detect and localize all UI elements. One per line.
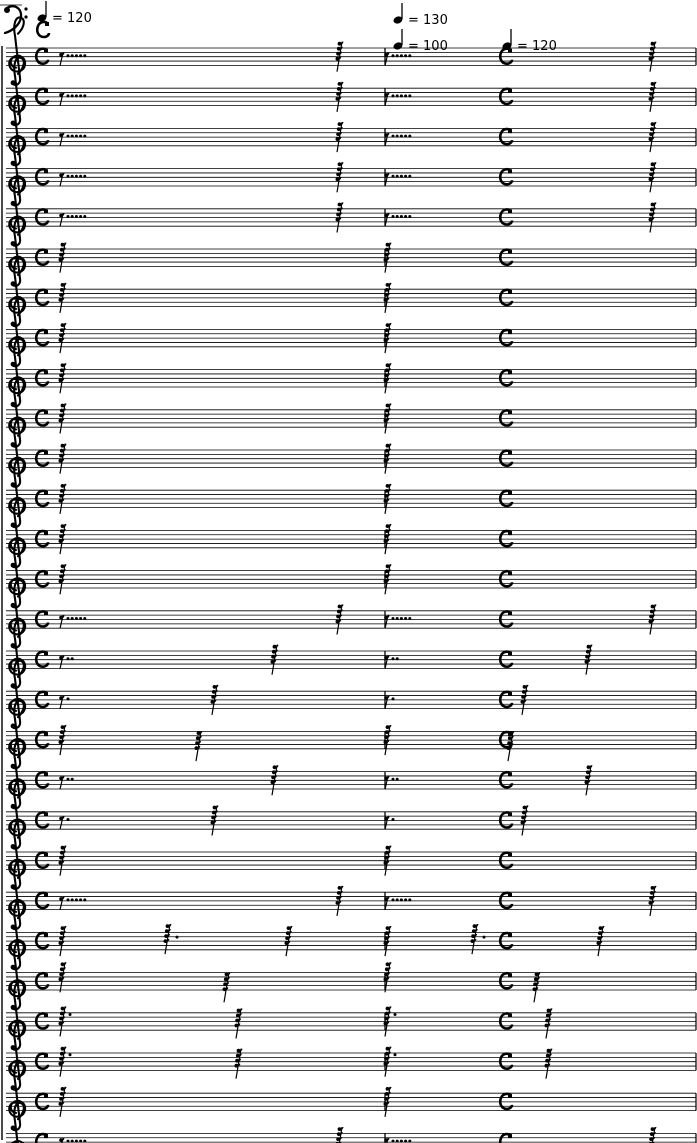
rest [59,173,64,186]
rest-dot [392,818,395,821]
rest-dot [67,135,70,138]
rest [59,897,64,910]
rest-dot [67,54,70,57]
staff-16 [6,620,696,688]
staff-15 [6,580,696,648]
tempo-mark-2 [393,3,448,28]
rest-dot [71,215,74,218]
rest-dot [400,1140,403,1143]
rest-dot [79,1140,82,1143]
rest-dot [67,215,70,218]
rest-dot [408,898,411,901]
rest-dot [392,54,395,57]
rest-dot [396,94,399,97]
rest-dot [75,54,78,57]
rest-dot [408,175,411,178]
staff-26 [6,1022,696,1090]
rest [336,1127,344,1143]
rest-dot [79,94,82,97]
rest-dot [396,778,399,781]
rest-dot [69,1013,72,1016]
staff-6 [6,218,696,286]
staff-11 [6,419,696,487]
rest-dot [400,54,403,57]
rest-dot [392,898,395,901]
rest-dot [75,617,78,620]
rest-dot [67,617,70,620]
staff-5 [6,178,696,246]
rest-dot [79,215,82,218]
staff-10 [6,379,696,447]
rest-dot [83,617,86,620]
rest-dot [79,617,82,620]
staff-17 [6,661,696,729]
rest-dot [79,54,82,57]
rest-dot [404,94,407,97]
staff-1 [6,17,696,85]
rest-dot [79,175,82,178]
rest-dot [396,215,399,218]
staff-19 [6,741,696,809]
rest-dot [71,175,74,178]
rest-dot [71,657,74,660]
rest-dot [396,175,399,178]
staff-25 [6,982,696,1050]
rest-dot [71,778,74,781]
svg-text:= 120: = 120 [52,11,92,26]
rest-dot [404,175,407,178]
rest-dot [392,697,395,700]
rest [59,53,64,66]
rest-dot [392,657,395,660]
rest-dot [176,936,179,939]
staff-14 [6,540,696,608]
staff-22 [6,862,696,930]
treble-clef-icon [9,17,25,85]
rest-dot [404,617,407,620]
rest-dot [392,215,395,218]
rest-dot [396,617,399,620]
rest-dot [392,135,395,138]
rest-dot [404,898,407,901]
time-signature-common [500,1134,512,1143]
staff-2 [6,58,696,126]
rest-dot [400,215,403,218]
rest-dot [67,898,70,901]
staff-23 [6,902,696,970]
rest-dot [396,54,399,57]
rest-dot [408,54,411,57]
time-signature-common [36,1134,48,1143]
rest-dot [396,657,399,660]
rest-dot [392,175,395,178]
svg-text:= 130: = 130 [408,13,448,28]
rest [59,616,64,629]
rest-dot [71,898,74,901]
rest-dot [400,617,403,620]
rest [59,93,64,106]
rest-dot [392,778,395,781]
rest-dot [75,215,78,218]
rest-dot [75,175,78,178]
rest [59,133,64,146]
staff-4 [6,138,696,206]
rest-dot [67,697,70,700]
staff-20 [6,781,696,849]
rest-dot [83,1140,86,1143]
rest-dot [394,1013,397,1016]
rest-dot [67,818,70,821]
rest [59,696,64,709]
staff-12 [6,460,696,528]
rest-dot [71,617,74,620]
tempo-mark-3 [393,29,448,54]
rest-dot [83,898,86,901]
rest [59,656,64,669]
rest-dot [396,1140,399,1143]
staff-13 [6,500,696,568]
rest-dot [71,54,74,57]
rest-dot [83,135,86,138]
rest-dot [404,215,407,218]
rest [649,1127,657,1143]
rest-dot [408,215,411,218]
rest-dot [396,898,399,901]
staves [6,17,696,1143]
staff-7 [6,259,696,327]
rest-dot [79,898,82,901]
rest-dot [400,898,403,901]
staff-18 [6,701,696,769]
rest-dot [83,175,86,178]
rest-dot [392,1140,395,1143]
rest-dot [67,778,70,781]
rest-dot [408,135,411,138]
rest-dot [67,1140,70,1143]
rest-dot [404,1140,407,1143]
rest [59,817,64,830]
rest-dot [408,617,411,620]
rest-dot [71,94,74,97]
rest-dot [83,94,86,97]
svg-text:= 120: = 120 [517,39,557,54]
staff-21 [6,821,696,889]
rest-dot [67,175,70,178]
svg-text:= 100: = 100 [408,39,448,54]
rest-dot [83,215,86,218]
rest-dot [67,657,70,660]
rest-dot [396,135,399,138]
rest-dot [400,135,403,138]
staff-27 [6,1063,696,1131]
rest-dot [71,1140,74,1143]
rest-dot [400,175,403,178]
staff-24 [6,942,696,1010]
staff-8 [6,299,696,367]
header-time-signature [37,22,49,37]
rest-dot [400,94,403,97]
rest-dot [392,617,395,620]
rest [59,776,64,789]
rest-dot [404,135,407,138]
rest-dot [404,54,407,57]
rest-dot [408,94,411,97]
rest-dot [67,94,70,97]
rest-dot [483,936,486,939]
rest-dot [394,1053,397,1056]
rest-dot [83,54,86,57]
rest-dot [75,1140,78,1143]
rest-dot [75,898,78,901]
rest-dot [75,94,78,97]
rest-dot [75,135,78,138]
rest-dot [408,1140,411,1143]
rest-dot [71,135,74,138]
rest [59,214,64,227]
rest-dot [69,1053,72,1056]
staff-3 [6,98,696,166]
rest-dot [79,135,82,138]
rest-dot [392,94,395,97]
staff-28 [6,1103,696,1143]
staff-9 [6,339,696,407]
